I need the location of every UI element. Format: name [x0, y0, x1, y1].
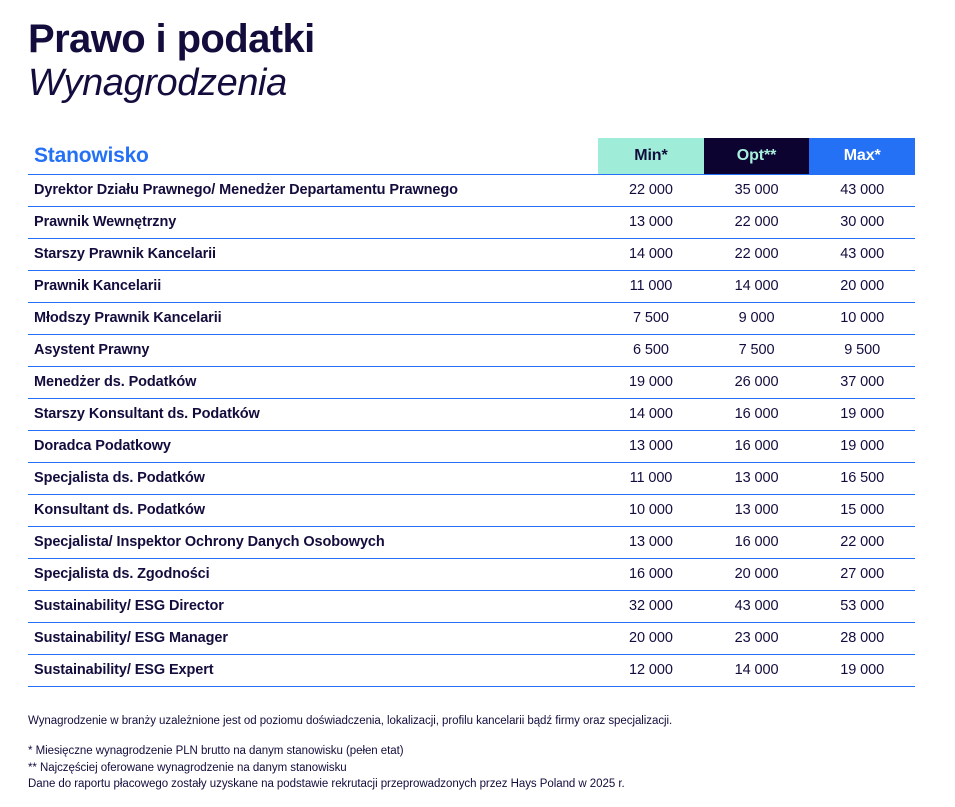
cell-max: 28 000	[809, 622, 915, 654]
table-row	[28, 654, 915, 686]
cell-min: 13 000	[598, 526, 704, 558]
salary-table-container	[28, 138, 915, 687]
cell-max: 19 000	[809, 398, 915, 430]
cell-position: Starszy Konsultant ds. Podatków	[28, 398, 598, 430]
cell-position: Konsultant ds. Podatków	[28, 494, 598, 526]
footnote-lead: Wynagrodzenie w branży uzależnione jest od poziomu doświadczenia, lokalizacji, profilu kancelarii bądź firmy oraz specjalizacji.	[28, 714, 673, 727]
cell-min: 12 000	[598, 654, 704, 686]
cell-min: 22 000	[598, 174, 704, 206]
cell-max: 22 000	[809, 526, 915, 558]
table-body	[28, 174, 915, 686]
cell-position: Specjalista ds. Zgodności	[28, 558, 598, 590]
cell-opt: 9 000	[704, 302, 810, 334]
column-header-max: Max*	[809, 138, 915, 175]
table-row	[28, 366, 915, 398]
cell-position: Prawnik Wewnętrzny	[28, 206, 598, 238]
table-row	[28, 526, 915, 558]
table-row	[28, 430, 915, 462]
cell-min: 19 000	[598, 366, 704, 398]
cell-min: 32 000	[598, 590, 704, 622]
cell-max: 10 000	[809, 302, 915, 334]
table-row	[28, 558, 915, 590]
cell-position: Starszy Prawnik Kancelarii	[28, 238, 598, 270]
cell-position: Menedżer ds. Podatków	[28, 366, 598, 398]
cell-opt: 26 000	[704, 366, 810, 398]
cell-max: 30 000	[809, 206, 915, 238]
table-row	[28, 238, 915, 270]
table-row	[28, 622, 915, 654]
cell-position: Doradca Podatkowy	[28, 430, 598, 462]
table-row	[28, 398, 915, 430]
cell-max: 43 000	[809, 174, 915, 206]
cell-position: Asystent Prawny	[28, 334, 598, 366]
footnote-min: * Miesięczne wynagrodzenie PLN brutto na danym stanowisku (pełen etat)	[28, 745, 404, 758]
cell-min: 11 000	[598, 270, 704, 302]
cell-max: 20 000	[809, 270, 915, 302]
cell-opt: 14 000	[704, 270, 810, 302]
footnote-source: Dane do raportu płacowego zostały uzyskane na podstawie rekrutacji przeprowadzonych przez Hays Poland w 2025 r.	[28, 777, 625, 790]
cell-min: 6 500	[598, 334, 704, 366]
table-row	[28, 206, 915, 238]
table-row	[28, 462, 915, 494]
cell-max: 19 000	[809, 430, 915, 462]
cell-position: Sustainability/ ESG Expert	[28, 654, 598, 686]
cell-position: Sustainability/ ESG Director	[28, 590, 598, 622]
cell-min: 13 000	[598, 206, 704, 238]
cell-opt: 13 000	[704, 462, 810, 494]
cell-position: Prawnik Kancelarii	[28, 270, 598, 302]
cell-position: Specjalista ds. Podatków	[28, 462, 598, 494]
cell-opt: 16 000	[704, 526, 810, 558]
cell-min: 11 000	[598, 462, 704, 494]
cell-max: 37 000	[809, 366, 915, 398]
cell-opt: 22 000	[704, 206, 810, 238]
cell-opt: 20 000	[704, 558, 810, 590]
cell-opt: 16 000	[704, 430, 810, 462]
cell-opt: 23 000	[704, 622, 810, 654]
cell-min: 16 000	[598, 558, 704, 590]
column-header-min: Min*	[598, 138, 704, 175]
column-header-position: Stanowisko	[34, 143, 149, 167]
cell-opt: 14 000	[704, 654, 810, 686]
cell-max: 19 000	[809, 654, 915, 686]
cell-min: 10 000	[598, 494, 704, 526]
page-title: Prawo i podatki	[28, 17, 315, 61]
cell-opt: 16 000	[704, 398, 810, 430]
cell-opt: 7 500	[704, 334, 810, 366]
cell-opt: 13 000	[704, 494, 810, 526]
cell-min: 20 000	[598, 622, 704, 654]
page-subtitle: Wynagrodzenia	[28, 62, 287, 105]
footnote-opt: ** Najczęściej oferowane wynagrodzenie na danym stanowisku	[28, 761, 347, 774]
cell-max: 27 000	[809, 558, 915, 590]
column-header-opt: Opt**	[704, 138, 810, 175]
table-header-row	[28, 138, 915, 175]
footnotes	[28, 713, 955, 792]
cell-min: 14 000	[598, 398, 704, 430]
cell-position: Młodszy Prawnik Kancelarii	[28, 302, 598, 334]
cell-min: 7 500	[598, 302, 704, 334]
table-row	[28, 174, 915, 206]
table-header	[28, 138, 915, 175]
cell-max: 43 000	[809, 238, 915, 270]
cell-max: 15 000	[809, 494, 915, 526]
cell-position: Dyrektor Działu Prawnego/ Menedżer Departamentu Prawnego	[28, 174, 598, 206]
table-row	[28, 494, 915, 526]
cell-position: Specjalista/ Inspektor Ochrony Danych Osobowych	[28, 526, 598, 558]
cell-opt: 35 000	[704, 174, 810, 206]
table-row	[28, 302, 915, 334]
table-row	[28, 270, 915, 302]
cell-max: 16 500	[809, 462, 915, 494]
table-row	[28, 334, 915, 366]
cell-min: 13 000	[598, 430, 704, 462]
page-header	[0, 0, 955, 105]
cell-opt: 43 000	[704, 590, 810, 622]
table-row	[28, 590, 915, 622]
cell-min: 14 000	[598, 238, 704, 270]
cell-max: 9 500	[809, 334, 915, 366]
cell-max: 53 000	[809, 590, 915, 622]
cell-opt: 22 000	[704, 238, 810, 270]
salary-table	[28, 138, 915, 687]
cell-position: Sustainability/ ESG Manager	[28, 622, 598, 654]
